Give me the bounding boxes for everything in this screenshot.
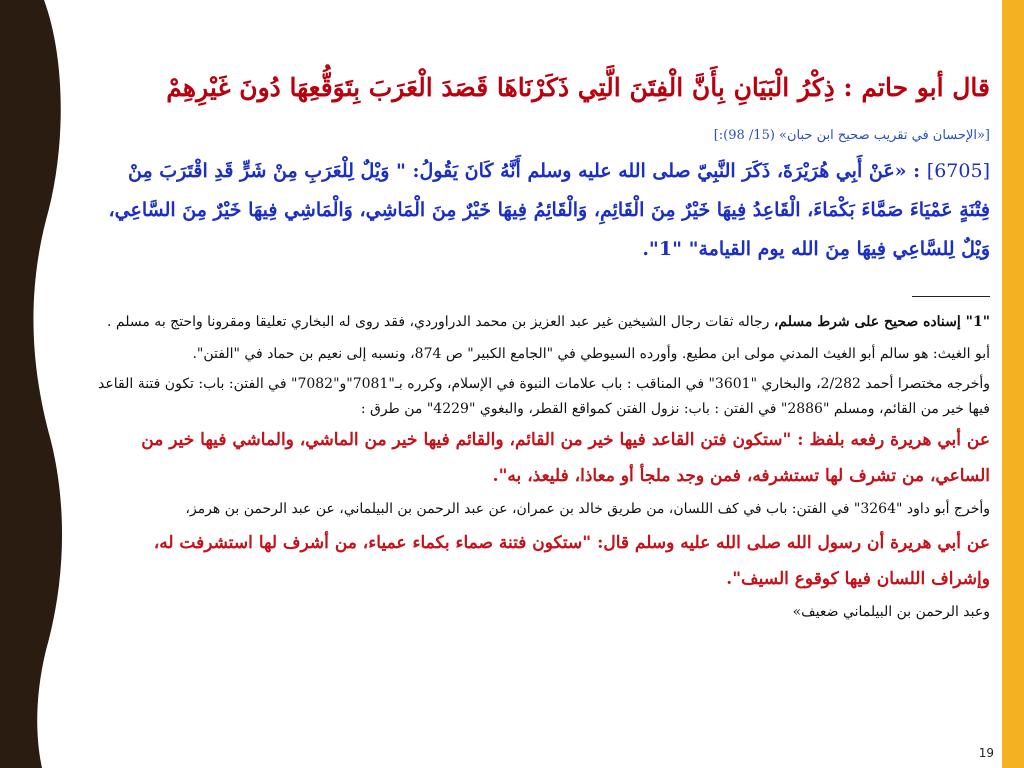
footnote-1-body: رجاله ثقات رجال الشيخين غير عبد العزيز بن محمد الدراوردي، فقد روى له البخاري تعليقا ومقرونا واحتج به مسلم . أبو الغيث: هو سالم أبو الغيث المدني مولى ابن مطيع. وأورده السيوطي في "الجامع الكبير" ص 874، ونسبه إلى نعيم بن حماد في "الفتن".	[107, 314, 990, 362]
footnote-divider	[912, 296, 990, 297]
hadith-variant-2: عن أبي هريرة أن رسول الله صلى الله عليه وسلم قال: "ستكون فتنة صماء بكماء عمياء، من أشرف لها استشرفت له، وإشراف اللسان فيها كوقوع السيف".	[153, 533, 990, 589]
footnotes	[92, 307, 990, 627]
source-citation: [«الإحسان في تقريب صحيح ابن حبان» (15/ 98):]	[713, 128, 990, 143]
footnote-1-heading: "1" إسناده صحيح على شرط مسلم،	[773, 314, 990, 330]
page-number: 19	[978, 746, 994, 760]
hadith-variant-1: عن أبي هريرة رفعه بلفظ : "ستكون فتن القاعد فيها خير من القائم، والقائم فيها خير من الماشي، والماشي فيها خير من الساعي، من تشرف لها تستشرفه، فمن وجد ملجأ أو معاذا، فليعذ، به".	[141, 430, 990, 486]
slide-title: قال أبو حاتم : ذِكْرُ الْبَيَانِ بِأَنَّ الْفِتَنَ الَّتِي ذَكَرْنَاهَا قَصَدَ الْعَرَبَ بِتَوَقُّعِهَا دُونَ غَيْرِهِمْ	[166, 73, 990, 102]
hadith-body: : «عَنْ أَبِي هُرَيْرَةَ، ذَكَرَ النَّبِيّ صلى الله عليه وسلم أَنَّهُ كَانَ يَقُولُ: " وَيْلٌ لِلْعَرَبِ مِنْ شَرٍّ قَدِ اقْتَرَبَ مِنْ فِتْنَةٍ عَمْيَاءَ صَمَّاءَ بَكْمَاءَ، الْقَاعِدُ فِيهَا خَيْرٌ مِنَ الْقَائِمِ، وَالْقَائِمُ فِيهَا خَيْرٌ مِنَ الْمَاشِي، وَالْمَاشِي فِيهَا خَيْرٌ مِنَ السَّاعِي، وَيْلٌ لِلسَّاعِي فِيهَا مِنَ الله يوم القيامة" "1".	[108, 160, 990, 260]
right-accent-bar	[1002, 0, 1024, 768]
footnote-1	[92, 307, 990, 370]
hadith-number: [6705]	[926, 160, 990, 182]
footnote-3: وأخرج أبو داود "3264" في الفتن: باب في كف اللسان، من طريق خالد بن عمران، عن عبد الرحمن بن البيلماني، عن عبد الرحمن بن هرمز،	[185, 501, 990, 517]
hadith-text	[92, 152, 990, 269]
footnote-4: وعبد الرحمن بن البيلماني ضعيف»	[792, 604, 990, 620]
footnote-2: وأخرجه مختصرا أحمد 2/282، والبخاري "3601" في المناقب : باب علامات النبوة في الإسلام، وكرره بـ"7081"و"7082" في الفتن: باب: تكون فتنة القاعد فيها خير من القائم، ومسلم "2886" في الفتن : باب: نزول الفتن كمواقع القطر، والبغوي "4229" من طرق :	[98, 376, 990, 417]
slide-content	[92, 0, 990, 768]
left-decorative-band	[0, 0, 70, 768]
wavy-band-shape	[0, 0, 70, 768]
